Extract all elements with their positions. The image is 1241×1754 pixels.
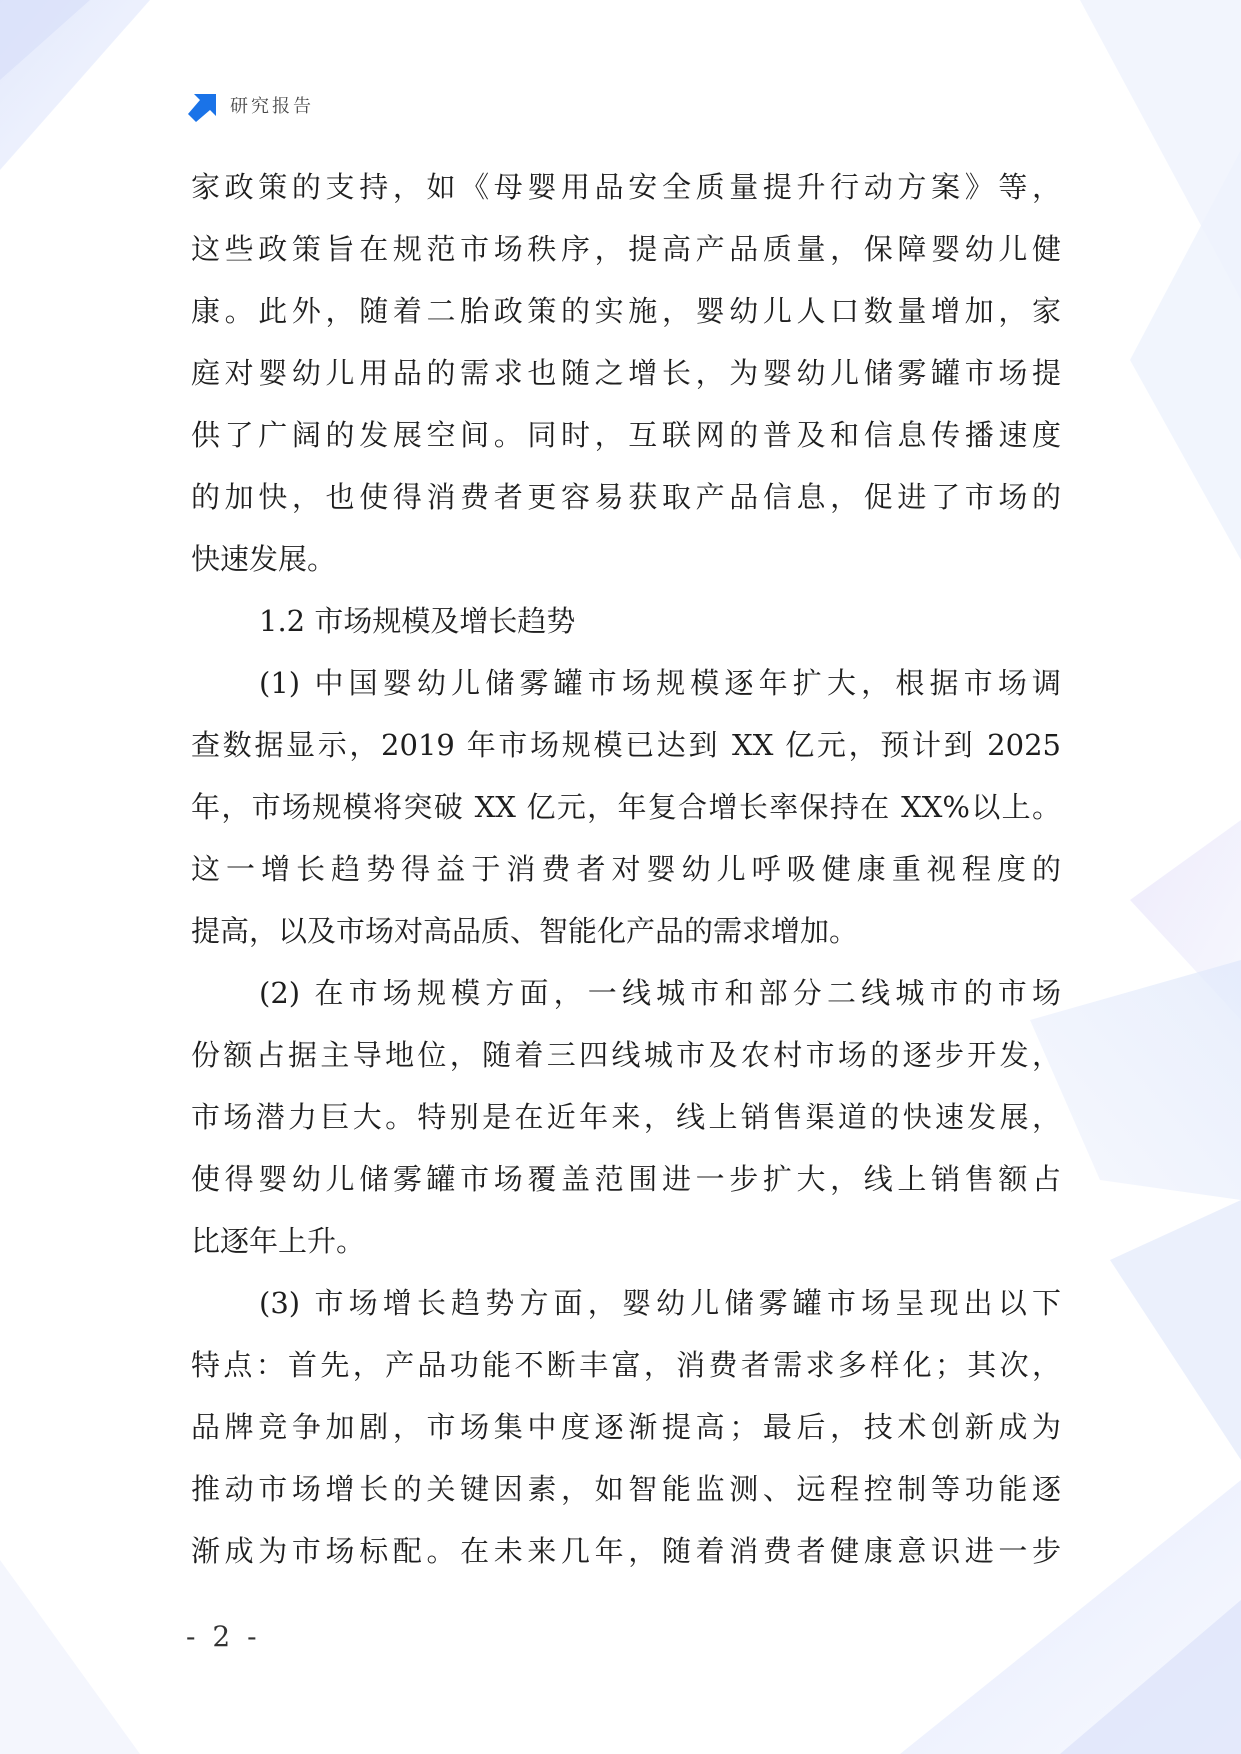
text-line: 快速发展。 [191,542,337,576]
text-line: 查数据显示，2019 年市场规模已达到 XX 亿元，预计到 2025 [191,728,1061,762]
text-line: 庭对婴幼儿用品的需求也随之增长，为婴幼儿储雾罐市场提 [191,356,1061,390]
text-line: (1) 中国婴幼儿储雾罐市场规模逐年扩大，根据市场调 [259,666,1061,700]
text-line: 推动市场增长的关键因素，如智能监测、远程控制等功能逐 [191,1472,1061,1506]
text-line: 市场潜力巨大。特别是在近年来，线上销售渠道的快速发展， [191,1100,1061,1134]
page-number: - 2 - [186,1620,261,1653]
text-line: 年，市场规模将突破 XX 亿元，年复合增长率保持在 XX%以上。 [191,790,1061,824]
text-line: 供了广阔的发展空间。同时，互联网的普及和信息传播速度 [191,418,1061,452]
text-line: 品牌竞争加剧，市场集中度逐渐提高；最后，技术创新成为 [191,1410,1061,1444]
arrow-up-right-icon [186,88,220,122]
text-line: (2) 在市场规模方面，一线城市和部分二线城市的市场 [259,976,1061,1010]
text-line: 提高，以及市场对高品质、智能化产品的需求增加。 [191,914,859,948]
text-line: 特点：首先，产品功能不断丰富，消费者需求多样化；其次， [191,1348,1061,1382]
text-line: 这些政策旨在规范市场秩序，提高产品质量，保障婴幼儿健 [191,232,1061,266]
text-line: 比逐年上升。 [191,1224,366,1258]
text-line: 家政策的支持，如《母婴用品安全质量提升行动方案》等， [191,170,1061,204]
text-line: 康。此外，随着二胎政策的实施，婴幼儿人口数量增加，家 [191,294,1061,328]
text-line: 份额占据主导地位，随着三四线城市及农村市场的逐步开发， [191,1038,1061,1072]
header-title: 研究报告 [230,96,314,117]
document-body [191,156,1061,1582]
text-line: 使得婴幼儿储雾罐市场覆盖范围进一步扩大，线上销售额占 [191,1162,1061,1196]
text-line: 这一增长趋势得益于消费者对婴幼儿呼吸健康重视程度的 [191,852,1061,886]
text-line: 渐成为市场标配。在未来几年，随着消费者健康意识进一步 [191,1534,1061,1568]
section-heading: 1.2 市场规模及增长趋势 [259,604,576,638]
text-line: 的加快，也使得消费者更容易获取产品信息，促进了市场的 [191,480,1061,514]
report-header [186,88,314,122]
text-line: (3) 市场增长趋势方面，婴幼儿储雾罐市场呈现出以下 [259,1286,1061,1320]
